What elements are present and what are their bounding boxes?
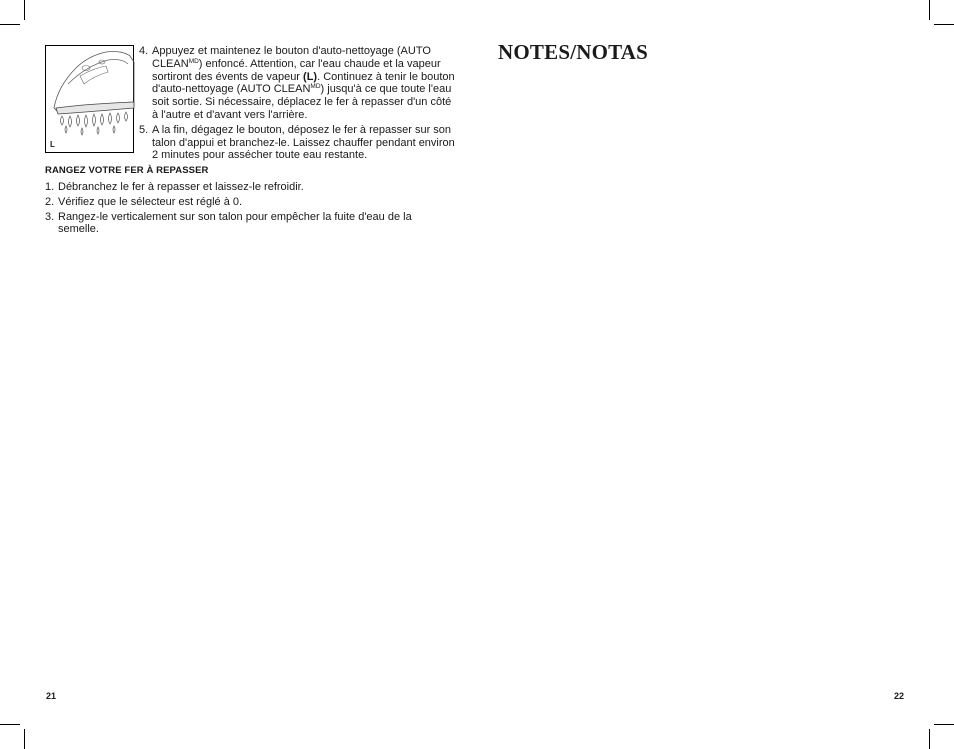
iron-illustration xyxy=(45,45,134,153)
cleaning-steps xyxy=(139,45,455,164)
step-text: Vérifiez que le sélecteur est réglé à 0. xyxy=(58,195,243,208)
page-number-right: 22 xyxy=(894,691,905,701)
crop-mark xyxy=(929,0,930,20)
step-text: A la fin, dégagez le bouton, déposez le fer à repasser sur son talon d'appui et branchez-le. Laissez chauffer pendant environ 2 minutes pour assécher toute eau restante. xyxy=(152,123,455,162)
list-item: 1. Débranchez le fer à repasser et laissez-le refroidir. xyxy=(45,181,304,193)
figure-label: L xyxy=(50,140,55,149)
list-item: 4. Appuyez et maintenez le bouton d'auto-nettoyage (AUTO $CLEAN^{MD}$) enfoncé. Attention, car l'eau chaude et la vapeur sortiront des évents de vapeur (L). Continuez à tenir le bouton d'auto-nettoyage (AUTO $CLEAN^{MD}$) jusqu'à ce que toute l'eau soit sortie. Si nécessaire, déplacez le fer à repasser d'un côté à l'autre et d'avant vers l'arrière. xyxy=(139,45,455,121)
crop-mark xyxy=(24,729,25,749)
step-text: Débranchez le fer à repasser et laissez-le refroidir. xyxy=(58,181,304,193)
page-title: NOTES/NOTAS xyxy=(498,40,649,64)
steam-iron-icon xyxy=(46,46,135,154)
crop-mark xyxy=(0,724,20,725)
list-item: 2. Vérifiez que le sélecteur est réglé à 0. xyxy=(45,195,243,208)
step-text: Appuyez et maintenez le bouton d'auto-nettoyage (AUTO $CLEAN^{MD}$) enfoncé. Attention, car l'eau chaude et la vapeur sortiront des évents de vapeur (L). Continuez à tenir le bouton d'auto-nettoyage (AUTO $CLEAN^{MD}$) jusqu'à ce que toute l'eau soit sortie. Si nécessaire, déplacez le fer à repasser d'un côté à l'autre et d'avant vers l'arrière. xyxy=(152,45,455,121)
step-text: Rangez-le verticalement sur son talon pour empêcher la fuite d'eau de la semelle. xyxy=(58,210,412,236)
crop-mark xyxy=(24,0,25,20)
crop-mark xyxy=(929,729,930,749)
list-item: 3. Rangez-le verticalement sur son talon pour empêcher la fuite d'eau de la semelle. xyxy=(45,210,412,236)
crop-mark xyxy=(934,24,954,25)
page-number-left: 21 xyxy=(46,691,57,701)
crop-mark xyxy=(934,724,954,725)
storage-steps xyxy=(45,181,435,238)
list-item: 5. A la fin, dégagez le bouton, déposez le fer à repasser sur son talon d'appui et branchez-le. Laissez chauffer pendant environ 2 minutes pour assécher toute eau restante. xyxy=(139,123,455,162)
crop-mark xyxy=(0,24,20,25)
section-heading: RANGEZ VOTRE FER À REPASSER xyxy=(45,165,209,176)
